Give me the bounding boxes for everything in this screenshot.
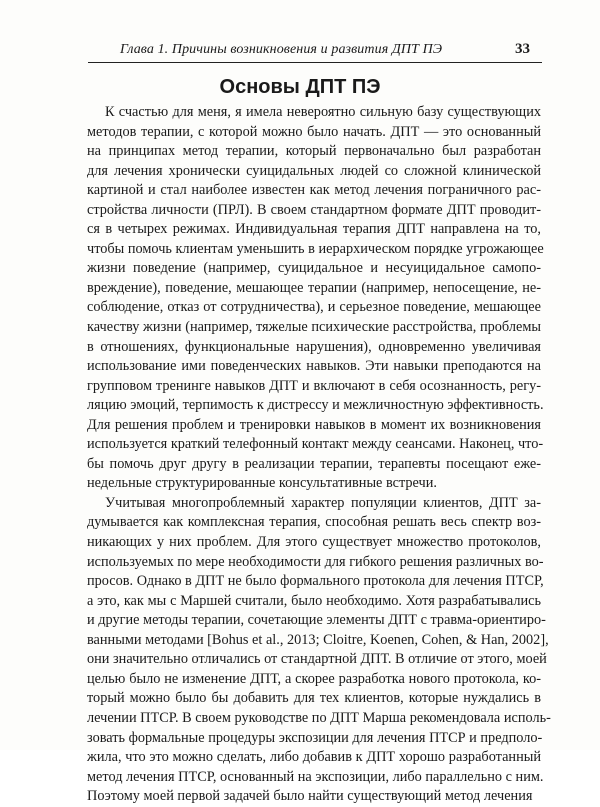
running-title: Глава 1. Причины возникновения и развития ДПТ ПЭ: [120, 42, 443, 57]
text-line: целью было не изменение ДПТ, а скорее разработка нового протокола, ко-: [87, 670, 541, 687]
text-line: ванными методами [Bohus et al., 2013; Cloitre, Koenen, Cohen, & Han, 2002],: [87, 631, 549, 648]
text-line: в отношениях, функциональные нарушения), одновременно увеличивая: [87, 338, 541, 355]
text-line: а это, как мы с Маршей считали, было необходимо. Хотя разрабатывались: [87, 592, 541, 609]
text-line: Учитывая многопроблемный характер популяции клиентов, ДПТ за-: [105, 494, 541, 511]
text-line: чтобы помочь клиентам уменьшить в иерархическом порядке угрожающее: [87, 240, 544, 257]
text-line: ляцию эмоций, терпимость к дистрессу и межличностную эффективность.: [87, 397, 544, 414]
text-line: К счастью для меня, я имела невероятно сильную базу существующих: [105, 104, 541, 120]
text-line: ся в четырех режимах. Индивидуальная терапия ДПТ направлена на то,: [87, 221, 541, 238]
section-heading: Основы ДПТ ПЭ: [219, 76, 381, 98]
text-line: стройства личности (ПРЛ). В своем стандартном формате ДПТ проводит-: [87, 201, 541, 218]
text-line: групповом тренинге навыков ДПТ и включают в себя осознанность, регу-: [87, 377, 541, 394]
text-line: использование ими поведенческих навыков. Эти навыки преподаются на: [87, 358, 541, 375]
text-line: Поэтому моей первой задачей было найти существующий метод лечения: [87, 788, 533, 805]
text-line: картиной и стал наиболее известен как метод лечения пограничного рас-: [87, 182, 541, 199]
text-line: просов. Однако в ДПТ не было формального протокола для лечения ПТСР,: [87, 573, 544, 590]
text-line: качеству жизни (например, тяжелые психические расстройства, проблемы: [87, 319, 541, 336]
text-line: они значительно отличались от стандартной ДПТ. В отличие от этого, моей: [87, 651, 547, 668]
text-line: лечении ПТСР. В своем руководстве по ДПТ Марша рекомендовала исполь-: [87, 709, 551, 726]
header-rule: [88, 62, 542, 63]
text-line: Для решения проблем и тренировки навыков в момент их возникновения: [87, 416, 541, 433]
text-line: торый можно было бы добавить для тех клиентов, которые нуждались в: [87, 690, 541, 707]
text-line: используемых по мере необходимости для гибкого решения различных во-: [87, 553, 544, 570]
text-line: думывается как комплексная терапия, способная решать весь спектр воз-: [87, 514, 541, 531]
paragraph: [87, 494, 551, 807]
running-header: [90, 40, 540, 64]
text-line: зовать формальные процедуры экспозиции для лечения ПТСР и предполо-: [87, 729, 543, 746]
text-line: вреждение), поведение, мешающее терапии (например, непосещение, не-: [87, 279, 541, 296]
paragraph: [87, 103, 544, 494]
text-line: и другие методы терапии, сочетающие элементы ДПТ с травма-ориентиро-: [87, 612, 546, 629]
text-line: методов терапии, с которой можно было начать. ДПТ — это основанный: [87, 123, 541, 140]
text-line: никающих у них проблем. Для этого существует множество протоколов,: [87, 534, 541, 551]
body-text: [87, 103, 551, 807]
text-line: метод лечения ПТСР, основанный на экспозиции, либо параллельно с ним.: [87, 768, 544, 785]
text-line: бы помочь друг другу в реализации терапии, терапевты посещают еже-: [87, 455, 541, 472]
text-line: для лечения хронически суицидальных людей со сложной клинической: [87, 162, 541, 179]
text-line: соблюдение, отказ от сотрудничества), и серьезное поведение, мешающее: [87, 299, 541, 316]
page-number: 33: [515, 41, 530, 57]
text-line: недельные структурированные консультативные встречи.: [87, 475, 437, 492]
text-line: жизни поведение (например, суицидальное и несуицидальное самопо-: [87, 260, 541, 277]
text-line: на принципах метод терапии, который первоначально был разработан: [87, 143, 541, 160]
text-line: жила, что это можно сделать, либо добавив к ДПТ хорошо разработанный: [87, 749, 541, 766]
text-line: используется краткий телефонный контакт между сеансами. Наконец, что-: [87, 436, 544, 453]
